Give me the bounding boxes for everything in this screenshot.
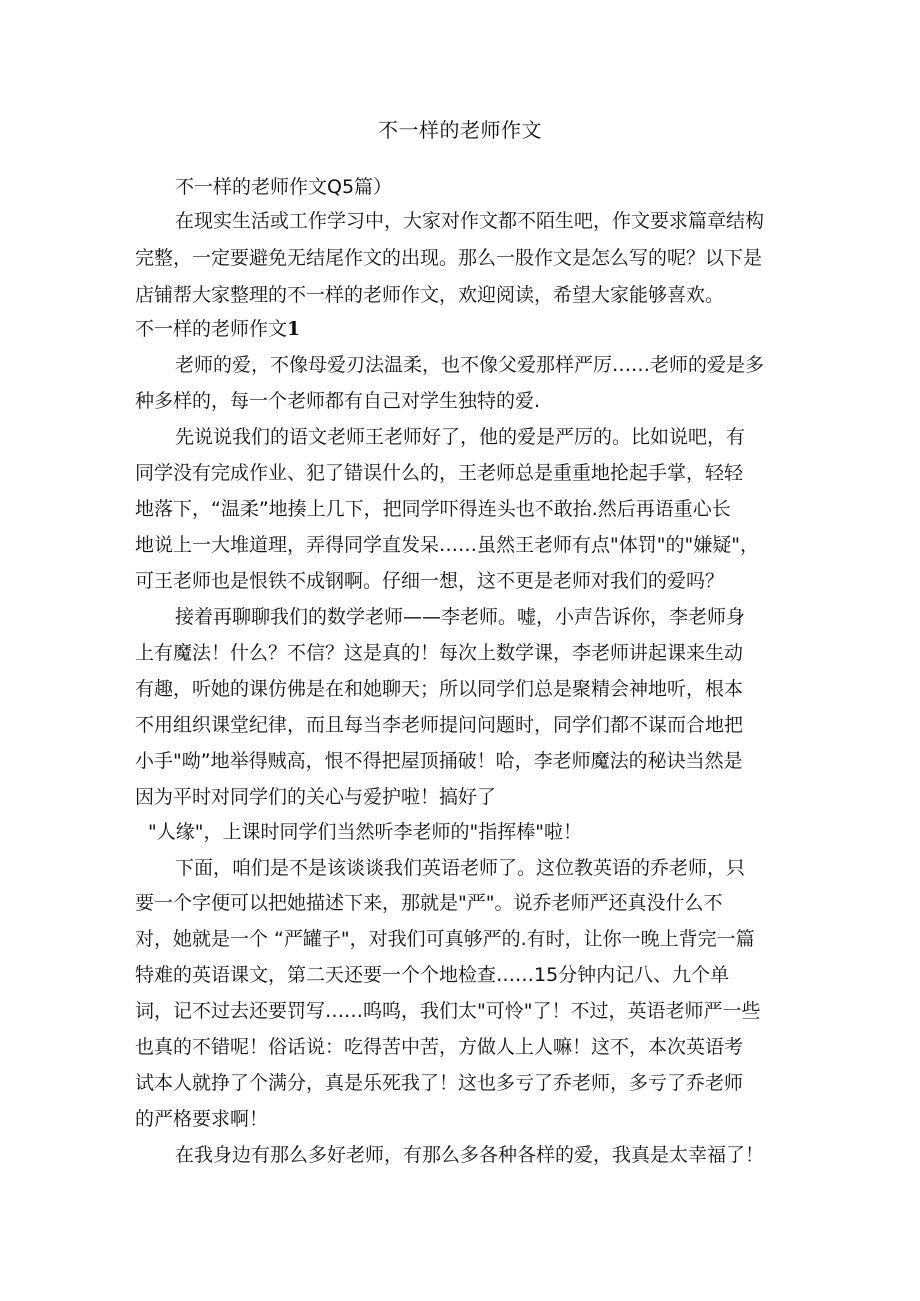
intro-line: 在现实生活或工作学习中，大家对作文都不陌生吧，作文要求篇章结构 (175, 210, 765, 232)
paragraph-line: 不用组织课堂纪律，而且每当李老师提问问题时，同学们都不谋而合地把 (135, 714, 744, 736)
intro-line: 店铺帮大家整理的不一样的老师作文，欢迎阅读，希望大家能够喜欢。 (135, 284, 725, 306)
paragraph-line: 要一个字便可以把她描述下来，那就是"严"。说乔老师严还真没什么不 (135, 892, 723, 914)
paragraph-line: 词，记不过去还要罚写……呜呜，我们太"可怜"了！不过，英语老师严一些 (135, 1000, 761, 1022)
section-heading (135, 312, 300, 346)
paragraph-line: 对，她就是一个 “严罐子"，对我们可真够严的.有时，让你一晚上背完一篇 (135, 928, 755, 950)
paragraph-line: 小手"呦”地举得贼高，恨不得把屋顶捅破！哈，李老师魔法的秘诀当然是 (135, 750, 743, 772)
paragraph-line: 下面，咱们是不是该谈谈我们英语老师了。这位教英语的乔老师，只 (175, 857, 746, 879)
paragraph-line: 上有魔法！什么？不信？这是真的！每次上数学课，李老师讲起课来生动 (135, 642, 744, 664)
paragraph-line: "人缘"，上课时同学们当然听李老师的"指挥棒"啦！ (148, 821, 582, 843)
paragraph-line: 老师的爱，不像母爱刃法温柔，也不像父爱那样严厉……老师的爱是多 (175, 354, 765, 376)
document-title: 不一样的老师作文 (378, 118, 542, 142)
paragraph-line: 因为平时对同学们的关心与爱护啦！搞好了 (135, 786, 497, 808)
paragraph-line: 有趣，听她的课仿佛是在和她聊天；所以同学们总是聚精会神地听，根本 (135, 678, 744, 700)
paragraph-line: 地说上一大堆道理，弄得同学直发呆……虽然王老师有点"体罚"的"嫌疑"， (135, 534, 759, 556)
paragraph-line: 的严格要求啊！ (135, 1108, 269, 1130)
intro-line: 完整，一定要避免无结尾作文的出现。那么一股作文是怎么写的呢？以下是 (135, 247, 763, 269)
paragraph-line: 在我身边有那么多好老师，有那么多各种各样的爱，我真是太幸福了！ (175, 1144, 765, 1166)
paragraph-line: 特难的英语课文，第二天还要一个个地检查……15分钟内记八、九个单 (135, 964, 730, 986)
paragraph-line: 种多样的，每一个老师都有自己对学生独特的爱. (135, 390, 541, 412)
paragraph-line: 可王老师也是恨铁不成钢啊。仔细一想，这不更是老师对我们的爱吗？ (135, 570, 725, 592)
paragraph-line: 接着再聊聊我们的数学老师——李老师。嘘，小声告诉你，李老师身 (175, 606, 746, 628)
paragraph-line: 先说说我们的语文老师王老师好了，他的爱是严厉的。比如说吧，有 (175, 426, 746, 448)
paragraph-line: 同学没有完成作业、犯了错误什么的，王老师总是重重地抡起手掌，轻轻 (135, 462, 744, 484)
paragraph-line: 也真的不错呢！俗话说：吃得苦中苦，方做人上人嘛！这不，本次英语考 (135, 1036, 744, 1058)
section-heading-number: 1 (287, 318, 301, 340)
paragraph-line: 试本人就挣了个满分，真是乐死我了！这也多亏了乔老师，多亏了乔老师 (135, 1072, 744, 1094)
paragraph-line: 地落下，“温柔”地揍上几下，把同学吓得连头也不敢抬.然后再语重心长 (135, 498, 731, 520)
section-heading-text: 不一样的老师作文 (135, 318, 288, 340)
document-subtitle: 不一样的老师作文Q5篇） (175, 176, 393, 198)
